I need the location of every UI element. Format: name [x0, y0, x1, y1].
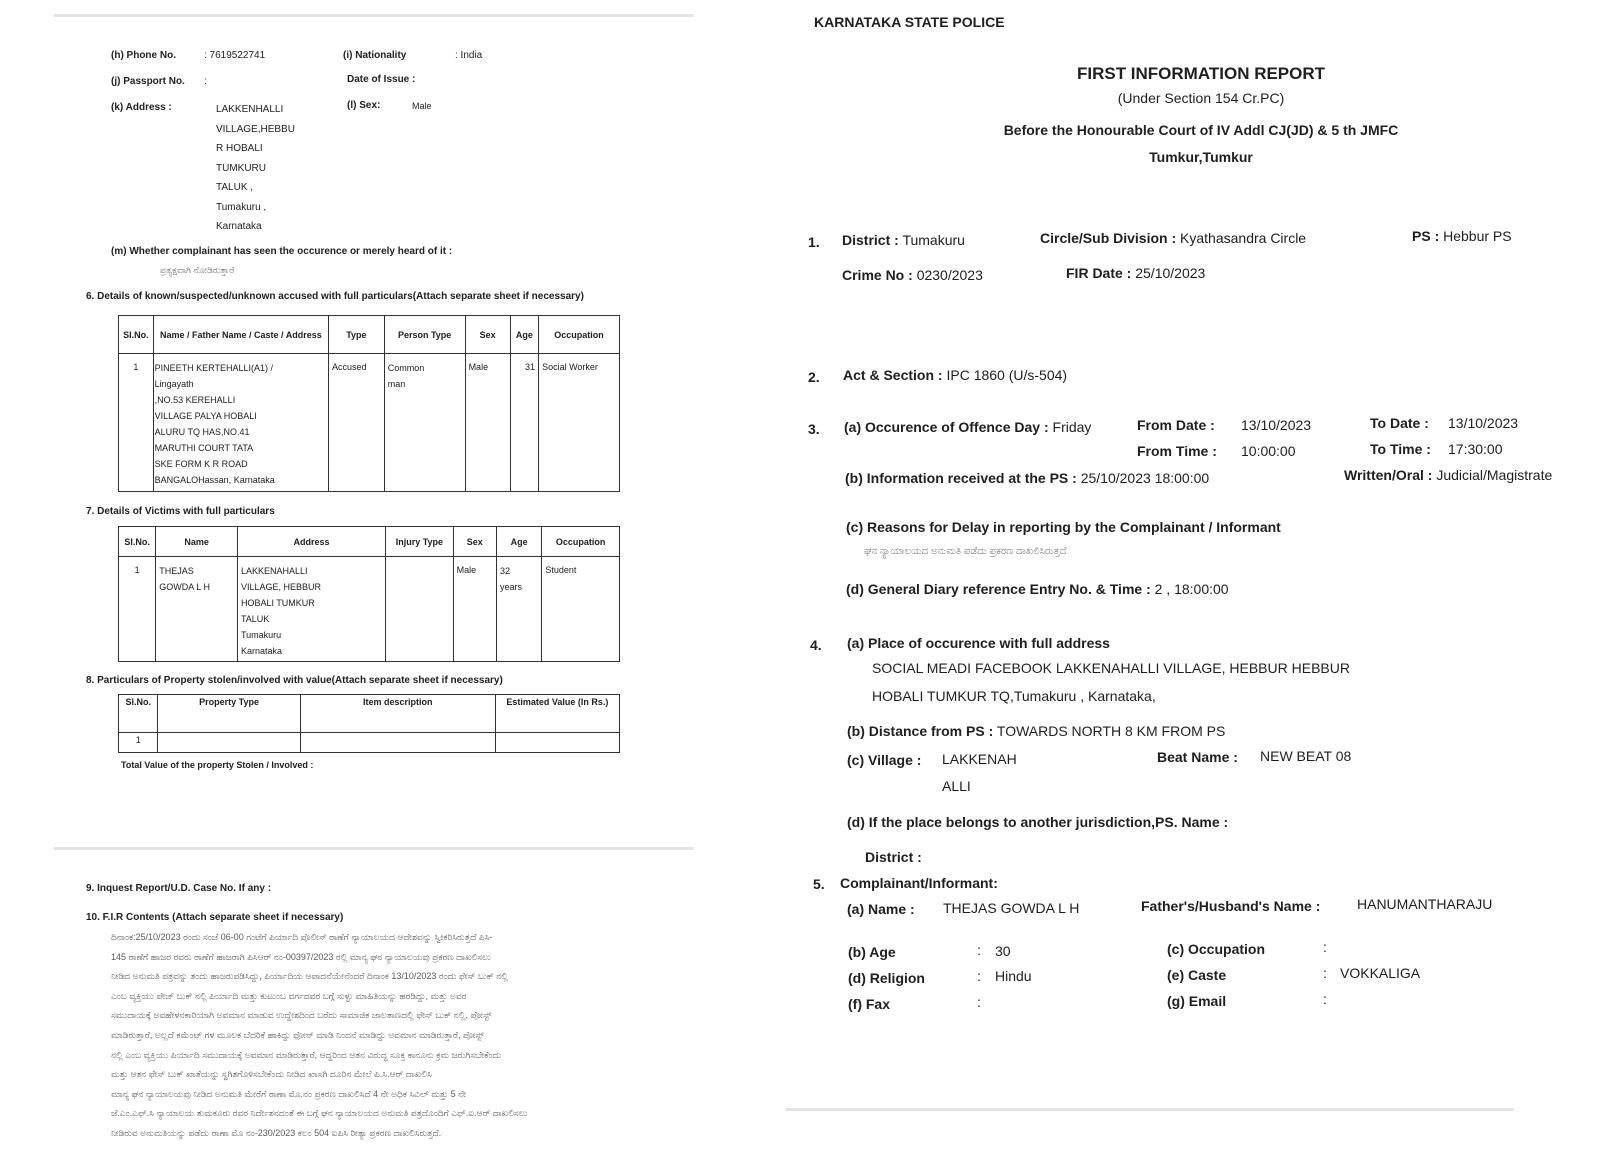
jurisdiction-label: (d) If the place belongs to another jurisdiction,PS. Name :	[847, 814, 1229, 830]
section-8-title: 8. Particulars of Property stolen/involved with value(Attach separate sheet if necessary)	[86, 675, 503, 686]
report-title: FIRST INFORMATION REPORT	[1076, 64, 1326, 83]
col-header: Item description	[300, 695, 495, 733]
phone-label: (h) Phone No.	[111, 50, 176, 61]
col-header: Occupation	[542, 527, 620, 557]
fir-line: ದಿನಾಂಕ:25/10/2023 ರಂದು ಸಂಜೆ 06-00 ಗಂಟೆಗೆ ಪಿರ್ಯಾದಿ ಪೊಲೀಸ್ ಠಾಣೆಗೆ ನ್ಯಾಯಾಲಯದ ಆದೇಶವನ್ನು ಸ್ವೀಕರಿಸಿರುತ್ತದೆ ಪಿಸಿ-	[111, 932, 493, 942]
complainant-seen-label: (m) Whether complainant has seen the occurence or merely heard of it :	[111, 246, 453, 257]
table-row	[119, 354, 620, 492]
fir-line: ನೀಡಿದ ಅನುಮತಿ ಪತ್ರವನ್ನು ತಂದು ಹಾಜರುಪಡಿಸಿದ್ದು, ಪಿರ್ಯಾದಿಯ ಆಪಾದನೆಯೇನೆಂದರೆ ದಿನಾಂಕ 13/10/2023 ರಂದು ಫೇಸ್ ಬುಕ್ ನಲ್ಲಿ	[111, 971, 509, 982]
from-time-label: From Time :	[1137, 443, 1217, 459]
right-page	[786, 0, 1553, 1155]
name-value: THEJAS GOWDA L H	[943, 900, 1080, 916]
cell-address: LAKKENAHALLI VILLAGE, HEBBUR HOBALI TUMKUR TALUK Tumakuru Karnataka	[237, 557, 385, 662]
act-section-field: Act & Section : IPC 1860 (U/s-504)	[843, 367, 1068, 383]
cell-injury-type	[386, 557, 454, 662]
occupation-label: (c) Occupation	[1167, 941, 1266, 957]
fir-line: 145 ಠಾಣೆಗೆ ಹಾಜರ ರವರು ಠಾಣೆಗೆ ಹಾಜರಾಗಿ ಪಿಸಿಆರ್ ನಂ-00397/2023 ರಲ್ಲಿ ಮಾನ್ಯ ಘನ ನ್ಯಾಯಾಲಯವು ಪ್ರಕರಣ ದಾಖಲಿಸಲು	[111, 951, 491, 962]
fir-line: ನೀಡಿರುವ ಅನುಮತಿಯನ್ನು ಪಡೆದು ಠಾಣಾ ಮೊ ನಂ-230/2023 ಕಲಂ 504 ಐಪಿಸಿ ರೀತ್ಯಾ ಪ್ರಕರಣ ದಾಖಲಿಸಿರುತ್ತದೆ.	[111, 1127, 442, 1138]
place-line-1: SOCIAL MEADI FACEBOOK LAKKENAHALLI VILLAGE, HEBBUR HEBBUR	[872, 660, 1350, 676]
caste-value: VOKKALIGA	[1340, 965, 1421, 981]
passport-label: (j) Passport No.	[111, 76, 185, 87]
written-oral-field: Written/Oral : Judicial/Magistrate	[1344, 467, 1553, 483]
district-field: District : Tumakuru	[842, 232, 965, 248]
beat-name-label: Beat Name :	[1157, 749, 1238, 765]
cell-sex: Male	[465, 354, 510, 492]
fir-line: ಸಮುದಾಯಕ್ಕೆ ಅವಹೇಳನಕಾರಿಯಾಗಿ ಅವಮಾನ ಮಾಡುವ ಉದ್ದೇಶದಿಂದ ಬರೆದು ಸಾಮಾಜಿಕ ಜಾಲತಾಣದಲ್ಲಿ ಫೇಸ್ ಬುಕ್ ನಲ್ಲಿ, ಪೋಸ್ಟ್	[111, 1010, 492, 1021]
court-line-2: Tumkur,Tumkur	[1149, 149, 1253, 165]
cell-sl: 1	[119, 733, 158, 753]
fir-date-field: FIR Date : 25/10/2023	[1066, 265, 1206, 281]
age-colon: :	[977, 942, 981, 958]
accused-table	[118, 315, 620, 492]
table-header-row	[119, 527, 620, 557]
cell-age: 32 years	[496, 557, 541, 662]
col-header: Sl.No.	[119, 695, 158, 733]
general-diary-field: (d) General Diary reference Entry No. & Time : 2 , 18:00:00	[846, 581, 1229, 597]
item-number: 1.	[808, 234, 820, 250]
to-time-value: 17:30:00	[1448, 441, 1503, 457]
col-header: Property Type	[158, 695, 300, 733]
cell-occupation: Student	[542, 557, 620, 662]
village-label: (c) Village :	[847, 752, 922, 768]
fax-label: (f) Fax	[848, 996, 890, 1012]
phone-value: : 7619522741	[204, 50, 266, 61]
fax-colon: :	[977, 994, 981, 1010]
passport-value: :	[204, 76, 207, 87]
property-table	[118, 694, 620, 753]
village-value-line-1: LAKKENAH	[942, 751, 1017, 767]
address-line: Karnataka	[216, 221, 262, 232]
distance-from-ps-field: (b) Distance from PS : TOWARDS NORTH 8 KM FROM PS	[847, 723, 1226, 739]
col-header: Person Type	[384, 316, 465, 354]
address-line: TUMKURU	[216, 162, 266, 174]
circle-field: Circle/Sub Division : Kyathasandra Circle	[1040, 230, 1307, 246]
from-time-value: 10:00:00	[1241, 443, 1296, 459]
col-header: Injury Type	[386, 527, 454, 557]
col-header: Name / Father Name / Caste / Address	[153, 316, 328, 354]
address-line: TALUK ,	[216, 182, 254, 193]
religion-value: Hindu	[995, 968, 1032, 984]
cell-estimated-value	[495, 733, 619, 753]
village-value-line-2: ALLI	[942, 778, 971, 794]
section-10-title: 10. F.I.R Contents (Attach separate sheet if necessary)	[86, 912, 344, 923]
fir-line: ಜೆ.ಎಂ.ಎಫ್.ಸಿ ನ್ಯಾಯಾಲಯ ತುಮಕೂರು ರವರ ನಿರ್ದೇಶನದಂತೆ ಈ ಬಗ್ಗೆ ಘನ ನ್ಯಾಯಾಲಯದ ಅನುಮತಿ ಪತ್ರದೊಂದಿಗೆ ಎಫ್.ಐ.ಆರ್ ದಾಖಲಿಸಲು	[111, 1108, 528, 1119]
sex-label: (l) Sex:	[347, 100, 381, 111]
father-name-value: HANUMANTHARAJU	[1357, 896, 1493, 912]
col-header: Type	[329, 316, 385, 354]
religion-colon: :	[977, 968, 981, 984]
age-value: 30	[995, 943, 1011, 959]
name-label: (a) Name :	[847, 901, 915, 917]
cell-occupation: Social Worker	[539, 354, 620, 492]
address-line: Tumakuru ,	[216, 201, 267, 213]
court-line-1: Before the Honourable Court of IV Addl CJ(JD) & 5 th JMFC	[1003, 122, 1399, 138]
cell-item-description	[300, 733, 495, 753]
email-colon: :	[1323, 991, 1327, 1007]
from-date-value: 13/10/2023	[1241, 417, 1312, 433]
left-mid-separator	[54, 847, 694, 850]
org-name: KARNATAKA STATE POLICE	[814, 14, 1005, 30]
table-header-row	[119, 695, 620, 733]
cell-name: PINEETH KERTEHALLI(A1) / Lingayath ,NO.53 KEREHALLI VILLAGE PALYA HOBALI ALURU TQ HAS,NO.41 MARUTHI COURT TATA SKE FORM K R ROAD BANGALOHassan, Karnataka	[153, 354, 328, 492]
fir-line: ಮತ್ತು ಆತನ ಫೇಸ್ ಬುಕ್ ಖಾತೆಯನ್ನು ಸ್ಥಗಿತಗೊಳಿಸಬೇಕೆಂದು ನೀಡಿದ ಖಾಸಗಿ ದೂರಿನ ಮೇಲೆ ಪಿ.ಸಿ.ಆರ್ ದಾಖಲಿಸಿ	[111, 1069, 432, 1080]
fir-line: ನಲ್ಲಿ ಎಂಬ ವ್ಯಕ್ತಿಯು ಪಿರ್ಯಾದಿ ಸಮುದಾಯಕ್ಕೆ ಅವಮಾನ ಮಾಡಿರುತ್ತಾರೆ, ಆದ್ದರಿಂದ ಆತನ ವಿರುದ್ಧ ಸೂಕ್ತ ಕಾನೂನು ಕ್ರಮ ಜರುಗಿಸಬೇಕೆಂದು	[111, 1049, 502, 1060]
item-number: 4.	[810, 637, 822, 653]
cell-age: 31	[510, 354, 538, 492]
col-header: Name	[156, 527, 238, 557]
item-number: 3.	[808, 421, 820, 437]
fir-line: ಮಾನ್ಯ ಘನ ನ್ಯಾಯಾಲಯವು ನೀಡಿದ ಅನುಮತಿ ಮೇರೆಗೆ ಠಾಣಾ ಮೊ.ನಂ ಪ್ರಕರಣ ದಾಖಲಿಸಿದೆ 4 ನೇ ಅಧಿಕ ಸಿವಿಲ್ ಮತ್ತು 5 ನೇ	[111, 1088, 467, 1099]
table-header-row	[119, 316, 620, 354]
col-header: Age	[496, 527, 541, 557]
col-header: Sl.No.	[119, 316, 154, 354]
occupation-colon: :	[1323, 939, 1327, 955]
col-header: Sl.No.	[119, 527, 156, 557]
cell-sl: 1	[119, 557, 156, 662]
delay-reason-value: ಘನ ನ್ಯಾಯಾಲಯದ ಅನುಮತಿ ಪಡೆದು ಪ್ರಕರಣ ದಾಖಲಿಸಿರುತ್ತದೆ	[864, 546, 1067, 557]
complainant-title: Complainant/Informant:	[840, 875, 998, 891]
place-line-2: HOBALI TUMKUR TQ,Tumakuru , Karnataka,	[872, 688, 1156, 704]
victims-table	[118, 526, 620, 662]
occurence-day-field: (a) Occurence of Offence Day : Friday	[844, 419, 1092, 435]
address-label: (k) Address :	[111, 102, 172, 113]
property-total-label: Total Value of the property Stolen / Involved :	[121, 760, 314, 770]
info-received-field: (b) Information received at the PS : 25/10/2023 18:00:00	[845, 470, 1210, 486]
from-date-label: From Date :	[1137, 417, 1215, 433]
col-header: Estimated Value (In Rs.)	[495, 695, 619, 733]
to-date-label: To Date :	[1370, 415, 1429, 431]
left-top-separator	[54, 14, 694, 17]
address-block	[216, 100, 295, 237]
date-of-issue-label: Date of Issue :	[347, 74, 416, 85]
fir-line: ಎಂಬ ವ್ಯಕ್ತಿಯು ಪೇಜ್ ಬುಕ್ ನಲ್ಲಿ ಪಿರ್ಯಾದಿ ಮತ್ತು ಕುಟುಂಬ ವರ್ಗದವರ ಬಗ್ಗೆ ಸುಳ್ಳು ಮಾಹಿತಿಯನ್ನು ಹರಡಿದ್ದು, ಮತ್ತು ಅವರ	[111, 990, 467, 1001]
age-label: (b) Age	[848, 944, 896, 960]
email-label: (g) Email	[1167, 993, 1227, 1009]
item-number: 5.	[813, 876, 825, 892]
cell-name: THEJAS GOWDA L H	[156, 557, 238, 662]
cell-property-type	[158, 733, 300, 753]
complainant-seen-value: ಪ್ರತ್ಯಕ್ಷವಾಗಿ ನೋಡಿರುತ್ತಾರೆ	[160, 265, 235, 275]
cell-sex: Male	[453, 557, 496, 662]
nationality-value: : India	[455, 50, 483, 61]
fir-line: ಮಾಡಿರುತ್ತಾರೆ, ಅಲ್ಲದೆ ಕಮೆಂಟ್ ಗಳ ಮೂಲಕ ಬೆದರಿಕೆ ಹಾಕಿದ್ದು ಫೋನ್ ಮಾಡಿ ನಿಂದನೆ ಮಾಡಿದ್ದು ಅವಮಾನ ಮಾಡಿರುತ್ತಾರೆ, ಪೋಸ್ಟ್	[111, 1029, 485, 1040]
beat-name-value: NEW BEAT 08	[1260, 748, 1352, 764]
jurisdiction-district-label: District :	[865, 849, 922, 865]
section-7-title: 7. Details of Victims with full particulars	[86, 506, 275, 517]
nationality-label: (i) Nationality	[343, 50, 407, 61]
col-header: Address	[237, 527, 385, 557]
address-line: LAKKENHALLI	[216, 104, 284, 115]
caste-colon: :	[1323, 965, 1327, 981]
cell-type: Accused	[329, 354, 385, 492]
address-line: R HOBALI	[216, 143, 263, 154]
fir-contents	[111, 928, 616, 1144]
place-label: (a) Place of occurence with full address	[847, 635, 1110, 651]
col-header: Sex	[453, 527, 496, 557]
col-header: Age	[510, 316, 538, 354]
section-9-title: 9. Inquest Report/U.D. Case No. If any :	[86, 883, 272, 894]
crime-no-field: Crime No : 0230/2023	[842, 267, 983, 283]
table-row	[119, 733, 620, 753]
cell-person-type: Common man	[384, 354, 465, 492]
to-date-value: 13/10/2023	[1448, 415, 1519, 431]
to-time-label: To Time :	[1370, 441, 1431, 457]
address-line: VILLAGE,HEBBU	[216, 123, 295, 135]
delay-reason-label: (c) Reasons for Delay in reporting by the Complainant / Informant	[846, 519, 1281, 535]
religion-label: (d) Religion	[848, 970, 925, 986]
cell-sl: 1	[119, 354, 154, 492]
father-name-label: Father's/Husband's Name :	[1141, 898, 1321, 914]
section-6-title: 6. Details of known/suspected/unknown accused with full particulars(Attach separate sheet if necessary)	[86, 291, 584, 302]
item-number: 2.	[808, 369, 820, 385]
sex-value: Male	[412, 101, 432, 111]
col-header: Occupation	[539, 316, 620, 354]
table-row	[119, 557, 620, 662]
col-header: Sex	[465, 316, 510, 354]
ps-field: PS : Hebbur PS	[1412, 228, 1512, 244]
caste-label: (e) Caste	[1167, 967, 1227, 983]
report-subtitle: (Under Section 154 Cr.PC)	[1117, 90, 1285, 106]
